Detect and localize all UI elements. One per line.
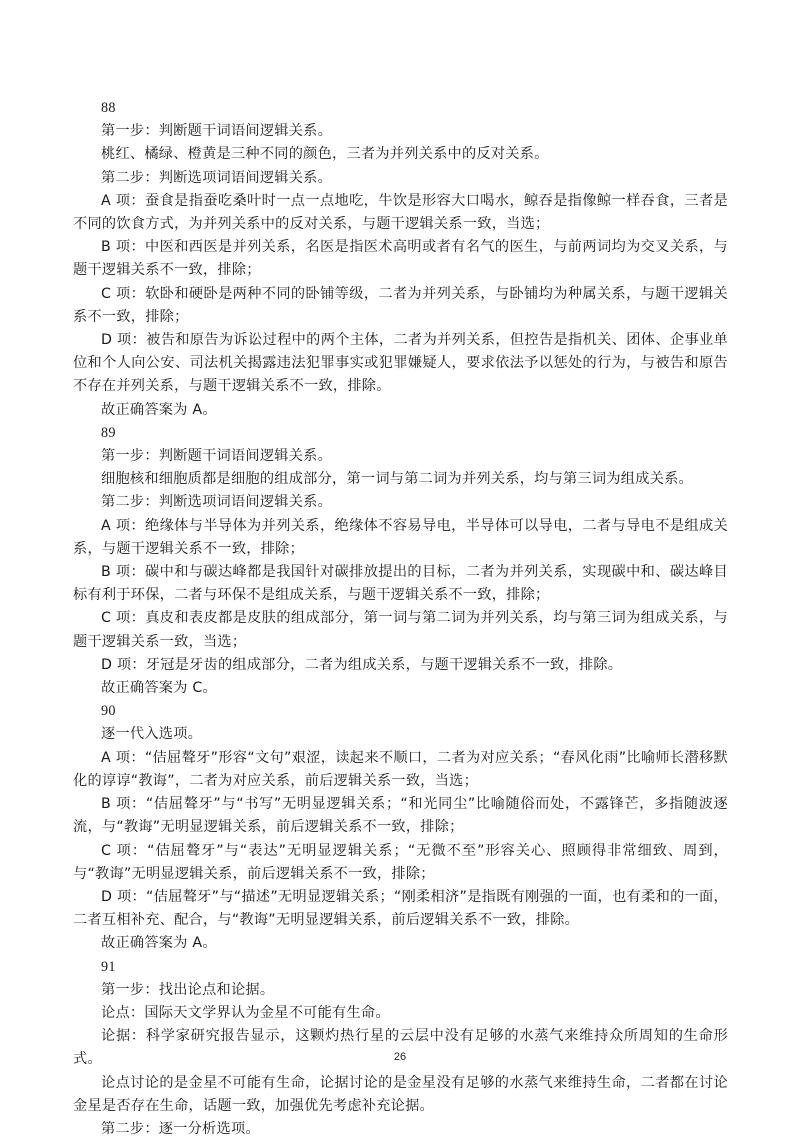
paragraph: 第二步：逐一分析选项。	[101, 1120, 260, 1137]
paragraph: D 项：牙冠是牙齿的组成部分，二者为组成关系，与题干逻辑关系不一致，排除。	[101, 656, 623, 673]
question-number: 89	[101, 424, 116, 441]
paragraph: 桃红、橘绿、橙黄是三种不同的颜色，三者为并列关系中的反对关系。	[101, 146, 549, 163]
paragraph: D 项：“佶屈聱牙”与“描述”无明显逻辑关系；“刚柔相济”是指既有刚强的一面，也有柔和的一面，二者互相补充、配合，与“教诲”无明显逻辑关系，前后逻辑关系不一致，排除。	[73, 888, 728, 929]
paragraph: B 项：中医和西医是并列关系，名医是指医术高明或者有名气的医生，与前两词均为交叉关系，与题干逻辑关系不一致，排除；	[73, 239, 728, 279]
question-number: 88	[101, 100, 116, 116]
paragraph: A 项：“佶屈聱牙”形容“文句”艰涩，读起来不顺口，二者为对应关系；“春风化雨”比喻师长潜移默化的谆谆“教诲”，二者为对应关系，前后逻辑关系一致，当选；	[73, 749, 728, 789]
paragraph: A 项：蚕食是指蚕吃桑叶时一点一点地吃，牛饮是形容大口喝水，鲸吞是指像鲸一样吞食，三者是不同的饮食方式，为并列关系中的反对关系，与题干逻辑关系一致，当选；	[73, 192, 728, 233]
paragraph: 故正确答案为 A。	[101, 401, 217, 418]
paragraph: D 项：被告和原告为诉讼过程中的两个主体，二者为并列关系，但控告是指机关、团体、企事业单位和个人向公安、司法机关揭露违法犯罪事实或犯罪嫌疑人，要求依法予以惩处的行为，与被告和原告不存在并列关系，与题干逻辑关系不一致，排除。	[73, 332, 728, 395]
paragraph: 故正确答案为 C。	[101, 680, 217, 697]
paragraph: B 项：碳中和与碳达峰都是我国针对碳排放提出的目标，二者为并列关系，实现碳中和、碳达峰目标有利于环保，二者与环保不是组成关系，与题干逻辑关系不一致，排除；	[73, 564, 728, 604]
paragraph: 逐一代入选项。	[101, 726, 203, 743]
question-number: 91	[101, 958, 116, 975]
paragraph: 第二步：判断选项词语间逻辑关系。	[101, 494, 333, 511]
paragraph: 论点讨论的是金星不可能有生命，论据讨论的是金星没有足够的水蒸气来维持生命，二者都在讨论金星是否存在生命，话题一致，加强优先考虑补充论据。	[73, 1074, 728, 1114]
page-number: 26	[393, 1051, 407, 1063]
paragraph: 第一步：判断题干词语间逻辑关系。	[101, 448, 333, 465]
document-body	[73, 97, 728, 1141]
paragraph: 故正确答案为 A。	[101, 935, 217, 952]
paragraph: B 项：“佶屈聱牙”与“书写”无明显逻辑关系；“和光同尘”比喻随俗而处，不露锋芒，多指随波逐流，与“教诲”无明显逻辑关系，前后逻辑关系不一致，排除；	[73, 796, 728, 836]
paragraph: 细胞核和细胞质都是细胞的组成部分，第一词与第二词为并列关系，均与第三词为组成关系。	[101, 471, 693, 488]
paragraph: A 项：绝缘体与半导体为并列关系，绝缘体不容易导电，半导体可以导电，二者与导电不是组成关系，与题干逻辑关系不一致，排除；	[73, 517, 728, 557]
paragraph: 第二步：判断选项词语间逻辑关系。	[101, 169, 333, 186]
paragraph: 第一步：判断题干词语间逻辑关系。	[101, 123, 333, 140]
paragraph: 论点：国际天文学界认为金星不可能有生命。	[101, 1004, 390, 1021]
question-number: 90	[101, 703, 116, 720]
paragraph: C 项：真皮和表皮都是皮肤的组成部分，第一词与第二词为并列关系，均与第三词为组成关系，与题干逻辑关系一致，当选；	[73, 610, 728, 650]
paragraph: C 项：“佶屈聱牙”与“表达”无明显逻辑关系；“无微不至”形容关心、照顾得非常细致、周到，与“教诲”无明显逻辑关系，前后逻辑关系不一致，排除；	[73, 842, 728, 882]
paragraph: 第一步：找出论点和论据。	[101, 981, 275, 998]
paragraph: 论据：科学家研究报告显示，这颗灼热行星的云层中没有足够的水蒸气来维持众所周知的生命形式。	[73, 1028, 728, 1068]
paragraph: C 项：软卧和硬卧是两种不同的卧铺等级，二者为并列关系，与卧铺均为种属关系，与题干逻辑关系不一致，排除；	[73, 285, 728, 325]
